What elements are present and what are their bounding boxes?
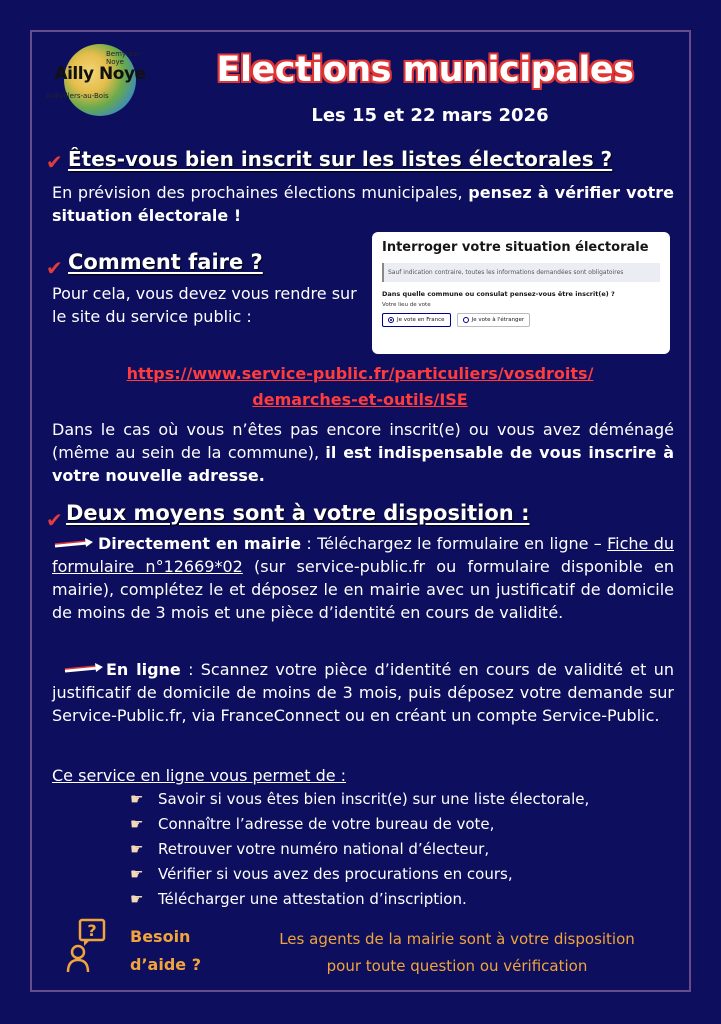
way-mairie-text-b: (sur service-public.fr ou formulaire disponible en mairie), complétez le et déposez le en mairie avec un justificatif de domicile de moins de 3 mois et une pièce d’identité en cours de validité. — [52, 557, 674, 622]
list-item — [130, 786, 690, 811]
option-vote-france — [382, 313, 451, 327]
screenshot-options — [382, 313, 660, 327]
screenshot-label: Votre lieu de vote — [382, 302, 431, 308]
list-item — [130, 836, 690, 861]
page-subtitle: Les 15 et 22 mars 2026 — [311, 105, 549, 126]
list-item-text: Connaître l’adresse de votre bureau de vote, — [158, 814, 495, 833]
pointing-hand-icon: ☛ — [130, 889, 144, 908]
list-item-text: Retrouver votre numéro national d’électeur, — [158, 839, 490, 858]
way-mairie-label: Directement en mairie — [98, 534, 302, 553]
help-text — [232, 926, 682, 980]
screenshot-note: Sauf indication contraire, toutes les informations demandées sont obligatoires — [382, 263, 660, 282]
help-label-line2: d’aide ? — [130, 955, 201, 974]
service-intro: Ce service en ligne vous permet de : — [52, 766, 347, 785]
service-public-link-line2[interactable]: demarches-et-outils/ISE — [252, 390, 468, 409]
help-question-icon — [66, 918, 112, 974]
check-icon: ✔ — [46, 508, 63, 532]
logo-main-text: Ailly Noye — [54, 64, 146, 84]
help-text-line2: pour toute question ou vérification — [326, 957, 588, 975]
town-logo — [44, 42, 156, 116]
logo-top-text: Bemy-sur-Noye — [106, 50, 142, 66]
way-online-paragraph — [52, 658, 674, 727]
section-heading-registered: Êtes-vous bien inscrit sur les listes électorales ? — [68, 147, 613, 171]
radio-icon — [463, 317, 469, 323]
how-text: Pour cela, vous devez vous rendre sur le site du service public : — [52, 284, 357, 326]
way-online-text: : Scannez votre pièce d’identité en cours de validité et un justificatif de domicile de moins de 3 mois, puis déposez votre demande sur Service-Public.fr, via FranceConnect ou en créant un compte Service-Public. — [52, 660, 675, 725]
pointing-hand-icon: ☛ — [130, 864, 144, 883]
moved-text: Dans le cas où vous n’êtes pas encore inscrit(e) ou vous avez déménagé (même au sein de la commune), — [52, 420, 674, 462]
screenshot-title: Interroger votre situation électorale — [382, 240, 649, 255]
list-item-text: Télécharger une attestation d’inscription. — [158, 889, 467, 908]
check-icon: ✔ — [46, 150, 63, 174]
section-text-registered — [52, 181, 674, 227]
form-reference[interactable]: Fiche du formulaire n°12669*02 — [52, 534, 675, 576]
check-icon: ✔ — [46, 256, 63, 280]
pointing-hand-icon: ☛ — [130, 839, 144, 858]
option-vote-abroad-label: Je vote à l'étranger — [471, 317, 525, 323]
list-item-text: Vérifier si vous avez des procurations en cours, — [158, 864, 513, 883]
service-public-link-line1[interactable]: https://www.service-public.fr/particuliers/vosdroits/ — [126, 364, 594, 383]
svg-text:?: ? — [87, 921, 97, 940]
way-mairie-paragraph — [52, 532, 674, 624]
list-item-text: Savoir si vous êtes bien inscrit(e) sur une liste électorale, — [158, 789, 590, 808]
way-online-label: En ligne — [106, 660, 181, 679]
help-label — [130, 923, 201, 979]
way-mairie-text-a: : Téléchargez le formulaire en ligne – — [301, 534, 608, 553]
screenshot-question: Dans quelle commune ou consulat pensez-vous être inscrit(e) ? — [382, 290, 615, 298]
radio-selected-icon — [388, 317, 394, 323]
help-text-line1: Les agents de la mairie sont à votre disposition — [279, 930, 635, 948]
pointing-hand-icon: ☛ — [130, 814, 144, 833]
moved-text-bold: il est indispensable de vous inscrire à votre nouvelle adresse. — [52, 443, 674, 485]
service-list — [130, 786, 690, 911]
service-public-screenshot — [372, 232, 670, 354]
page-title: Elections municipales — [216, 50, 634, 90]
pointing-hand-icon: ☛ — [130, 789, 144, 808]
registered-text-bold: pensez à vérifier votre situation électorale ! — [52, 183, 674, 225]
list-item — [130, 861, 690, 886]
option-vote-abroad — [457, 313, 531, 327]
option-vote-france-label: Je vote en France — [397, 317, 445, 323]
list-item — [130, 811, 690, 836]
help-label-line1: Besoin — [130, 927, 191, 946]
registered-text: En prévision des prochaines élections municipales, — [52, 183, 469, 202]
section-heading-ways: Deux moyens sont à votre disposition : — [66, 501, 530, 525]
moved-paragraph — [52, 418, 674, 487]
section-heading-how: Comment faire ? — [68, 250, 263, 274]
logo-bottom-text: Aubvillers-au-Bois — [46, 92, 109, 100]
list-item — [130, 886, 690, 911]
